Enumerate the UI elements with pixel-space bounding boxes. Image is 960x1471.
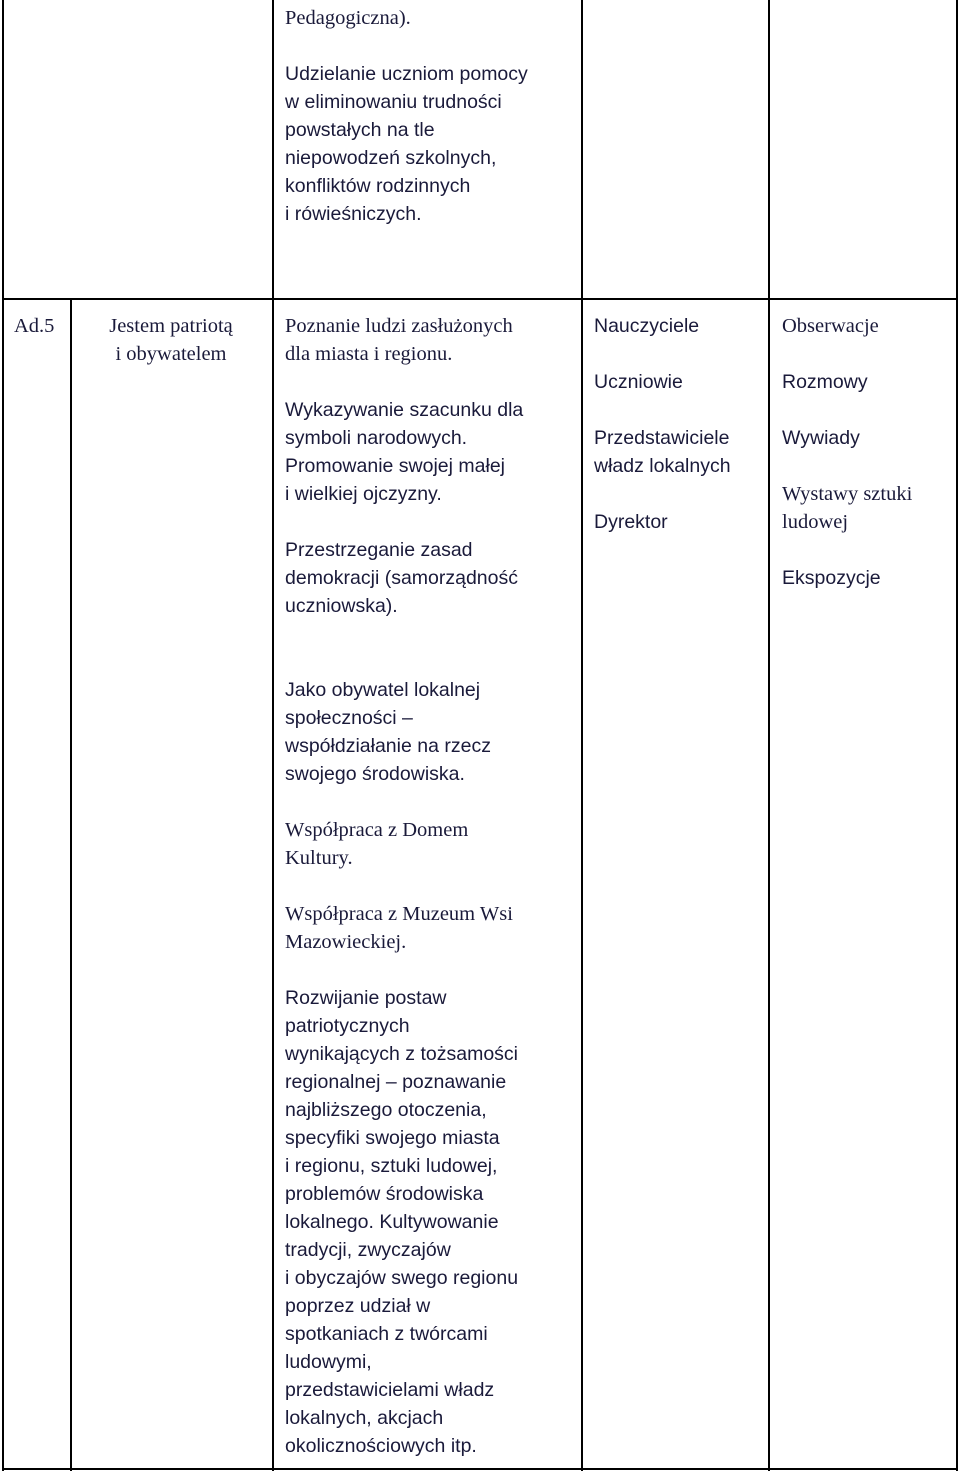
task-text: najbliższego otoczenia, (285, 1099, 487, 1121)
row-title-line: i obywatelem (115, 343, 227, 365)
row-title (76, 312, 266, 368)
table-border-left (2, 0, 4, 1471)
row-number: Ad.5 (14, 315, 55, 337)
task-text: konfliktów rodzinnych (285, 175, 471, 197)
responsible-item: Uczniowie (594, 371, 683, 393)
task-text: patriotycznych (285, 1015, 410, 1037)
task-text: Przestrzeganie zasad (285, 539, 473, 561)
task-text: Mazowieckiej. (285, 931, 407, 953)
method-item: Obserwacje (782, 315, 879, 337)
task-text: lokalnych, akcjach (285, 1407, 444, 1429)
task-text: Poznanie ludzi zasłużonych (285, 315, 513, 337)
task-text: ludowymi, (285, 1351, 372, 1373)
method-item: Rozmowy (782, 371, 868, 393)
row-title-line: Jestem patriotą (109, 315, 233, 337)
task-text: spotkaniach z twórcami (285, 1323, 488, 1345)
column-divider (768, 0, 770, 1471)
task-text: demokracji (samorządność (285, 567, 519, 589)
task-text: poprzez udział w (285, 1295, 431, 1317)
task-text: społeczności – (285, 707, 413, 729)
responsible-item: Nauczyciele (594, 315, 700, 337)
task-text: symboli narodowych. (285, 427, 468, 449)
task-text: i wielkiej ojczyzny. (285, 483, 442, 505)
task-text: dla miasta i regionu. (285, 343, 453, 365)
method-item: Wywiady (782, 427, 860, 449)
task-text: i obyczajów swego regionu (285, 1267, 519, 1289)
task-text: i rówieśniczych. (285, 203, 422, 225)
task-text: Rozwijanie postaw (285, 987, 447, 1009)
task-text: problemów środowiska (285, 1183, 484, 1205)
task-text: w eliminowaniu trudności (285, 91, 502, 113)
method-item: Ekspozycje (782, 567, 881, 589)
task-text: lokalnego. Kultywowanie (285, 1211, 499, 1233)
top-task-cell (285, 4, 575, 228)
task-text: Promowanie swojej małej (285, 455, 506, 477)
table-border-bottom (2, 1468, 958, 1470)
task-text: Kultury. (285, 847, 353, 869)
tasks-cell (285, 312, 579, 1460)
column-divider (272, 0, 274, 1471)
task-text: współdziałanie na rzecz (285, 735, 491, 757)
task-text: przedstawicielami władz (285, 1379, 495, 1401)
task-text: Współpraca z Domem (285, 819, 469, 841)
task-text: regionalnej – poznawanie (285, 1071, 507, 1093)
task-text: i regionu, sztuki ludowej, (285, 1155, 498, 1177)
method-item: ludowej (782, 511, 849, 533)
column-divider-number (70, 298, 72, 1471)
row-divider (2, 298, 958, 300)
responsible-cell (594, 312, 764, 536)
task-text: Wykazywanie szacunku dla (285, 399, 524, 421)
responsible-item: Przedstawiciele (594, 427, 730, 449)
task-text: uczniowska). (285, 595, 398, 617)
methods-cell (782, 312, 952, 592)
task-text: specyfiki swojego miasta (285, 1127, 500, 1149)
method-item: Wystawy sztuki (782, 483, 913, 505)
responsible-item: władz lokalnych (594, 455, 731, 477)
task-text: Pedagogiczna). (285, 7, 411, 29)
table-border-right (956, 0, 958, 1471)
task-text: tradycji, zwyczajów (285, 1239, 451, 1261)
task-text: Udzielanie uczniom pomocy (285, 63, 528, 85)
responsible-item: Dyrektor (594, 511, 668, 533)
task-text: Jako obywatel lokalnej (285, 679, 481, 701)
task-text: wynikających z tożsamości (285, 1043, 518, 1065)
task-text: powstałych na tle (285, 119, 435, 141)
task-text: niepowodzeń szkolnych, (285, 147, 497, 169)
column-divider (581, 0, 583, 1471)
task-text: Współpraca z Muzeum Wsi (285, 903, 513, 925)
task-text: okolicznościowych itp. (285, 1435, 477, 1457)
task-text: swojego środowiska. (285, 763, 465, 785)
